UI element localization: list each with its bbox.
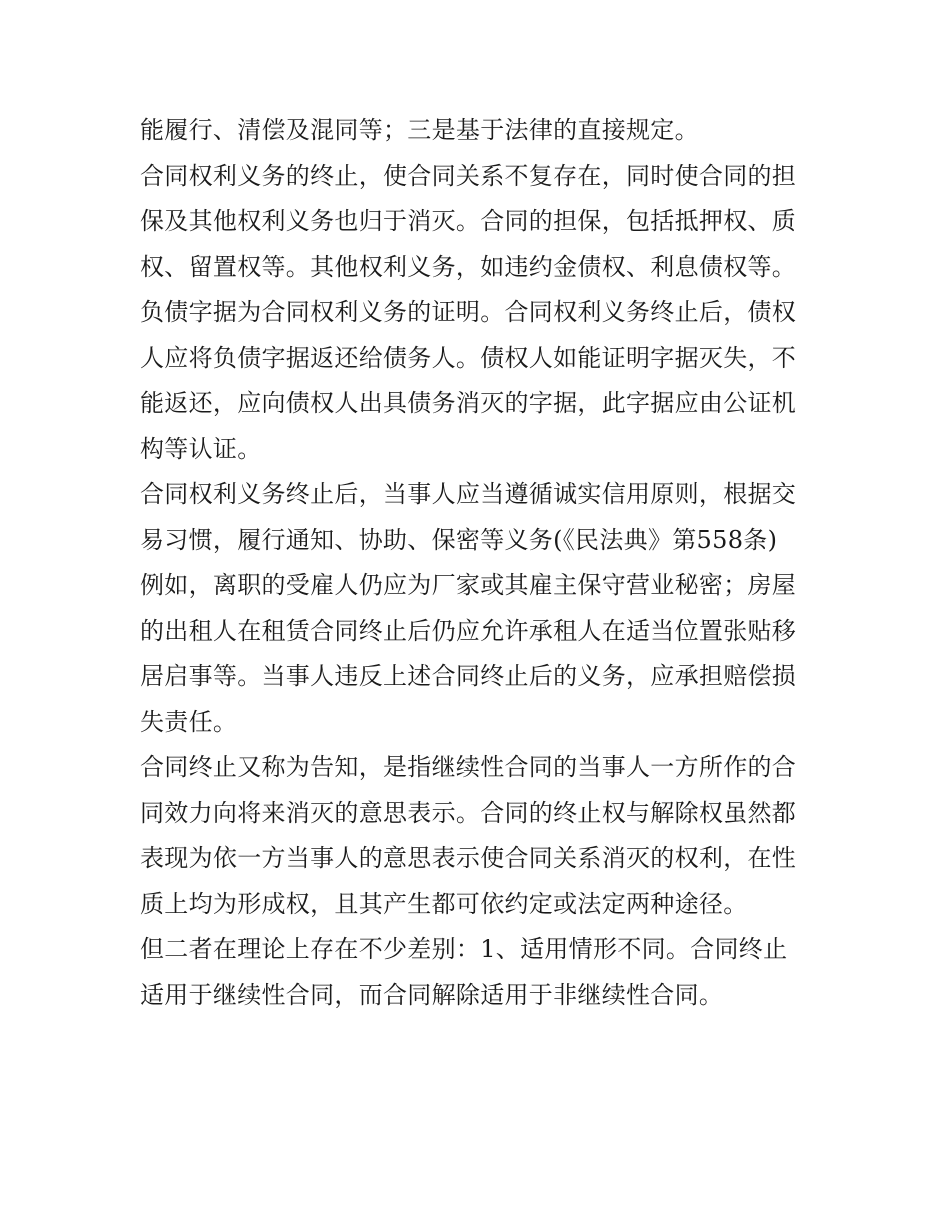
text-line: 人应将负债字据返还给债务人。债权人如能证明字据灭失，不 (140, 343, 797, 372)
text-line: 权、留置权等。其他权利义务，如违约金债权、利息债权等。 (140, 252, 797, 281)
text-line: 质上均为形成权，且其产生都可依约定或法定两种途径。 (140, 889, 748, 918)
text-line: 合同终止又称为告知，是指继续性合同的当事人一方所作的合 (140, 753, 797, 781)
text-line: 能履行、清偿及混同等；三是基于法律的直接规定。 (140, 116, 699, 144)
text-line: 但二者在理论上存在不少差别：1、适用情形不同。合同终止 (140, 935, 788, 963)
body-text (140, 108, 820, 1018)
text-line: 负债字据为合同权利义务的证明。合同权利义务终止后，债权 (140, 298, 797, 326)
text-line: 保及其他权利义务也归于消灭。合同的担保，包括抵押权、质 (140, 207, 797, 235)
text-line: 表现为依一方当事人的意思表示使合同关系消灭的权利，在性 (140, 844, 797, 872)
text-line: 失责任。 (140, 707, 238, 736)
text-line: 构等认证。 (140, 434, 262, 463)
text-line: 居启事等。当事人违反上述合同终止后的义务，应承担赔偿损 (140, 662, 797, 690)
text-line: 例如，离职的受雇人仍应为厂家或其雇主保守营业秘密；房屋 (140, 571, 797, 599)
text-line: 合同权利义务终止后，当事人应当遵循诚实信用原则，根据交 (140, 480, 797, 508)
text-line: 易习惯，履行通知、协助、保密等义务(《民法典》第558条) (140, 525, 778, 554)
text-line: 的出租人在租赁合同终止后仍应允许承租人在适当位置张贴移 (140, 616, 797, 645)
text-line: 适用于继续性合同，而合同解除适用于非继续性合同。 (140, 980, 724, 1009)
text-line: 同效力向将来消灭的意思表示。合同的终止权与解除权虽然都 (140, 798, 797, 827)
text-line: 能返还，应向债权人出具债务消灭的字据，此字据应由公证机 (140, 389, 797, 417)
text-line: 合同权利义务的终止，使合同关系不复存在，同时使合同的担 (140, 161, 797, 190)
